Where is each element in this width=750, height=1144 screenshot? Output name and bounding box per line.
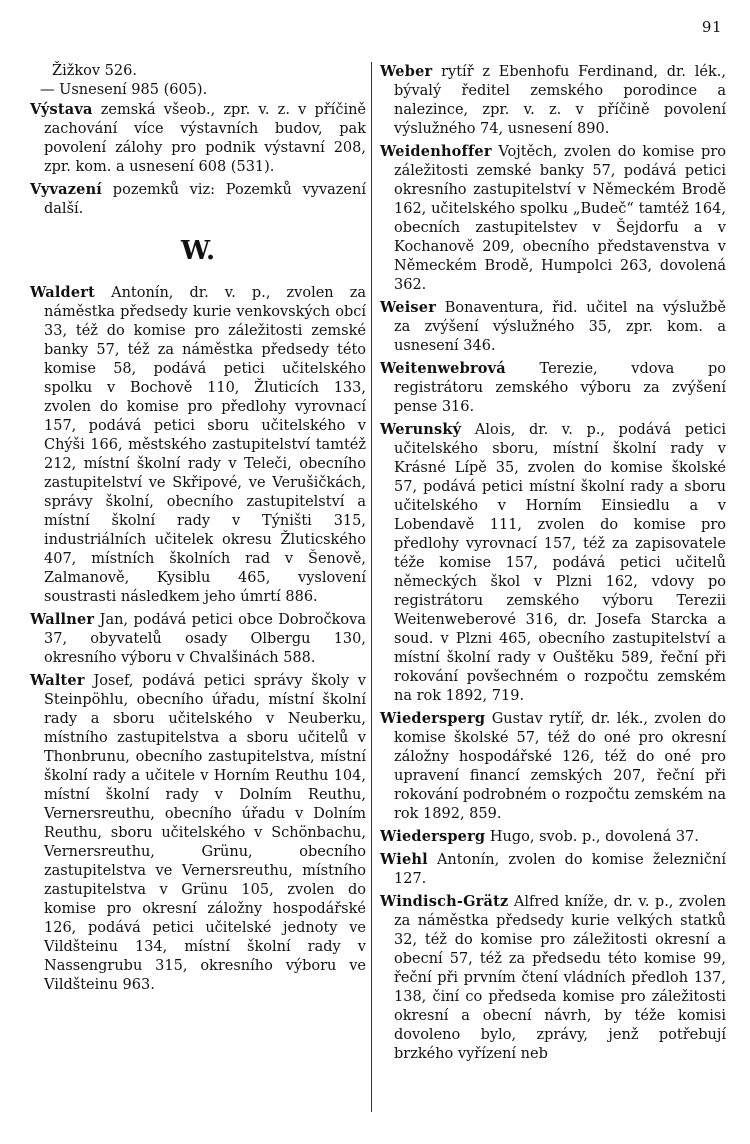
entry-headword: Wiedersperg: [380, 710, 486, 727]
index-entry: [380, 142, 726, 295]
entry-text: Alfred kníže, dr. v. p., zvolen za náměstka předsedy kurie velkých statků 32, též do komise pro záležitosti okresní a obecní 57, též za předsedu této komise 99, řeční při prvním čtení vládních předloh 137, 138, činí co předseda komise pro záležitosti okresní a obecní návrh, by téže komisi dovoleno bylo, zprávy, jenž potřebují brzkého vyřízení neb: [394, 894, 726, 1062]
entry-headword: Weiser: [380, 299, 437, 316]
index-entry: [30, 283, 366, 607]
entry-text: Terezie, vdova po registrátoru zemského výboru za zvýšení pense 316.: [394, 361, 726, 415]
index-entry: [380, 709, 726, 824]
entry-headword: Werunský: [380, 421, 462, 438]
index-entry: [380, 850, 726, 889]
index-entry: [30, 180, 366, 219]
index-entry: [30, 100, 366, 177]
entry-headword: Wiedersperg: [380, 828, 486, 845]
index-entry: [380, 420, 726, 706]
entry-headword: Walter: [30, 672, 85, 689]
entry-text: pozemků viz: Pozemků vyvazení další.: [44, 182, 366, 217]
index-entry: [380, 359, 726, 417]
entry-headword: Weber: [380, 63, 433, 80]
continuation-line: Žižkov 526.: [52, 63, 137, 79]
left-column: [30, 62, 366, 998]
index-entry: [380, 298, 726, 356]
entry-text: Gustav rytíř, dr. lék., zvolen do komise školské 57, též do oné pro okresní záložny hospodářské 126, též do oné pro upravení financí zemských 207, řeční při rokování podrobném o rozpočtu zemském na rok 1892, 859.: [394, 711, 726, 822]
entry-text: zemská všeob., zpr. v. z. v příčině zachování více výstavních budov, pak povolení zálohy pro podnik výstavní 208, zpr. kom. a usnesení 608 (531).: [44, 102, 366, 175]
section-letter-heading: W.: [180, 236, 216, 266]
entry-text: Alois, dr. v. p., podává petici učitelského sboru, místní školní rady v Krásné Lípě 35, zvolen do komise školské 57, podává petici místní školní rady a sboru učitelského v Horním Einsiedlu a v Lobendavě 111, zvolen do komise pro předlohy vyrovnací 157, též za zapisovatele téže komise 157, podává petici učitelů německých škol v Plzni 162, vdovy po registrátoru zemského výboru Terezii Weitenweberové 316, dr. Josefa Starcka a soud. v Plzni 465, obecního zastupitelství a místní školní rady v Ouštěku 589, řeční při rokování povšechném o rozpočtu zemském na rok 1892, 719.: [394, 422, 726, 704]
entry-text: Vojtěch, zvolen do komise pro záležitosti zemské banky 57, podává petici okresního zastupitelství v Německém Brodě 162, učitelského spolku „Budeč“ tamtéž 164, obecních zastupitelstev v Šejdorfu a v Kochanově 209, obecního představenstva v Německém Brodě, Humpolci 263, dovolená 362.: [394, 144, 726, 293]
entry-text: Antonín, dr. v. p., zvolen za náměstka předsedy kurie venkovských obcí 33, též do komise pro záležitosti zemské banky 57, též za náměstka předsedy této komise 58, podává petici učitelského spolku v Bochově 110, Žluticích 133, zvolen do komise pro předlohy vyrovnací 157, podává petici sboru učitelského v Chýši 166, městského zastupitelství tamtéž 212, místní školní rady v Teleči, obecního zastupitelství ve Skřipové, ve Verušičkách, správy školní, obecního zastupitelství a místní školní rady v Týništi 315, industriálních učitelek okresu Žluticského 407, místních školních rad v Šenově, Zalmanově, Kysiblu 465, vyslovení soustrasti následkem jeho úmrtí 886.: [44, 285, 366, 605]
entry-headword: Waldert: [30, 284, 96, 301]
column-divider: [371, 62, 372, 1112]
entry-text: Jan, podává petici obce Dobročkova 37, obyvatelů osady Olbergu 130, okresního výboru v Chvalšinách 588.: [44, 612, 366, 666]
entry-headword: Wiehl: [380, 851, 428, 868]
index-entry: [30, 671, 366, 995]
entry-text: Hugo, svob. p., dovolená 37.: [485, 829, 699, 845]
entry-headword: Vyvazení: [30, 181, 103, 198]
continuation-line: — Usnesení 985 (605).: [40, 82, 208, 98]
index-entry: [380, 827, 726, 847]
entry-text: rytíř z Ebenhofu Ferdinand, dr. lék., bývalý ředitel zemského porodince a nalezince, zpr. v. z. v příčině povolení výslužného 74, usnesení 890.: [394, 64, 726, 137]
entry-headword: Wallner: [30, 611, 95, 628]
index-entry: [380, 892, 726, 1064]
entry-headword: Weidenhoffer: [380, 143, 492, 160]
entry-text: Antonín, zvolen do komise železniční 127.: [394, 852, 726, 887]
entry-headword: Výstava: [30, 101, 93, 118]
entry-text: Bonaventura, řid. učitel na výslužbě za zvýšení výslužného 35, zpr. kom. a usnesení 346.: [394, 300, 726, 354]
index-entry: [30, 610, 366, 668]
index-entry: [380, 62, 726, 139]
entry-text: Josef, podává petici správy školy v Steinpöhlu, obecního úřadu, místní školní rady a sboru učitelského v Neuberku, místního zastupitelstva a sboru učitelů v Thonbrunu, obecního zastupitelstva, místní školní rady a učitele v Horním Reuthu 104, místní školní rady v Dolním Reuthu, Vernersreuthu, obecního úřadu v Dolním Reuthu, sboru učitelského v Schönbachu, Vernersreuthu, Grünu, obecního zastupitelstva ve Vernersreuthu, místního zastupitelstva v Grünu 105, zvolen do komise pro okresní záložny hospodářské 126, podává petici učitelské jednoty ve Vildšteinu 134, místní školní rady v Nassengrubu 315, okresního výboru ve Vildšteinu 963.: [44, 673, 366, 993]
right-column: [380, 62, 726, 1067]
page-number: 91: [701, 18, 722, 36]
entry-headword: Windisch-Grätz: [380, 893, 509, 910]
entry-headword: Weitenwebrová: [380, 360, 506, 377]
